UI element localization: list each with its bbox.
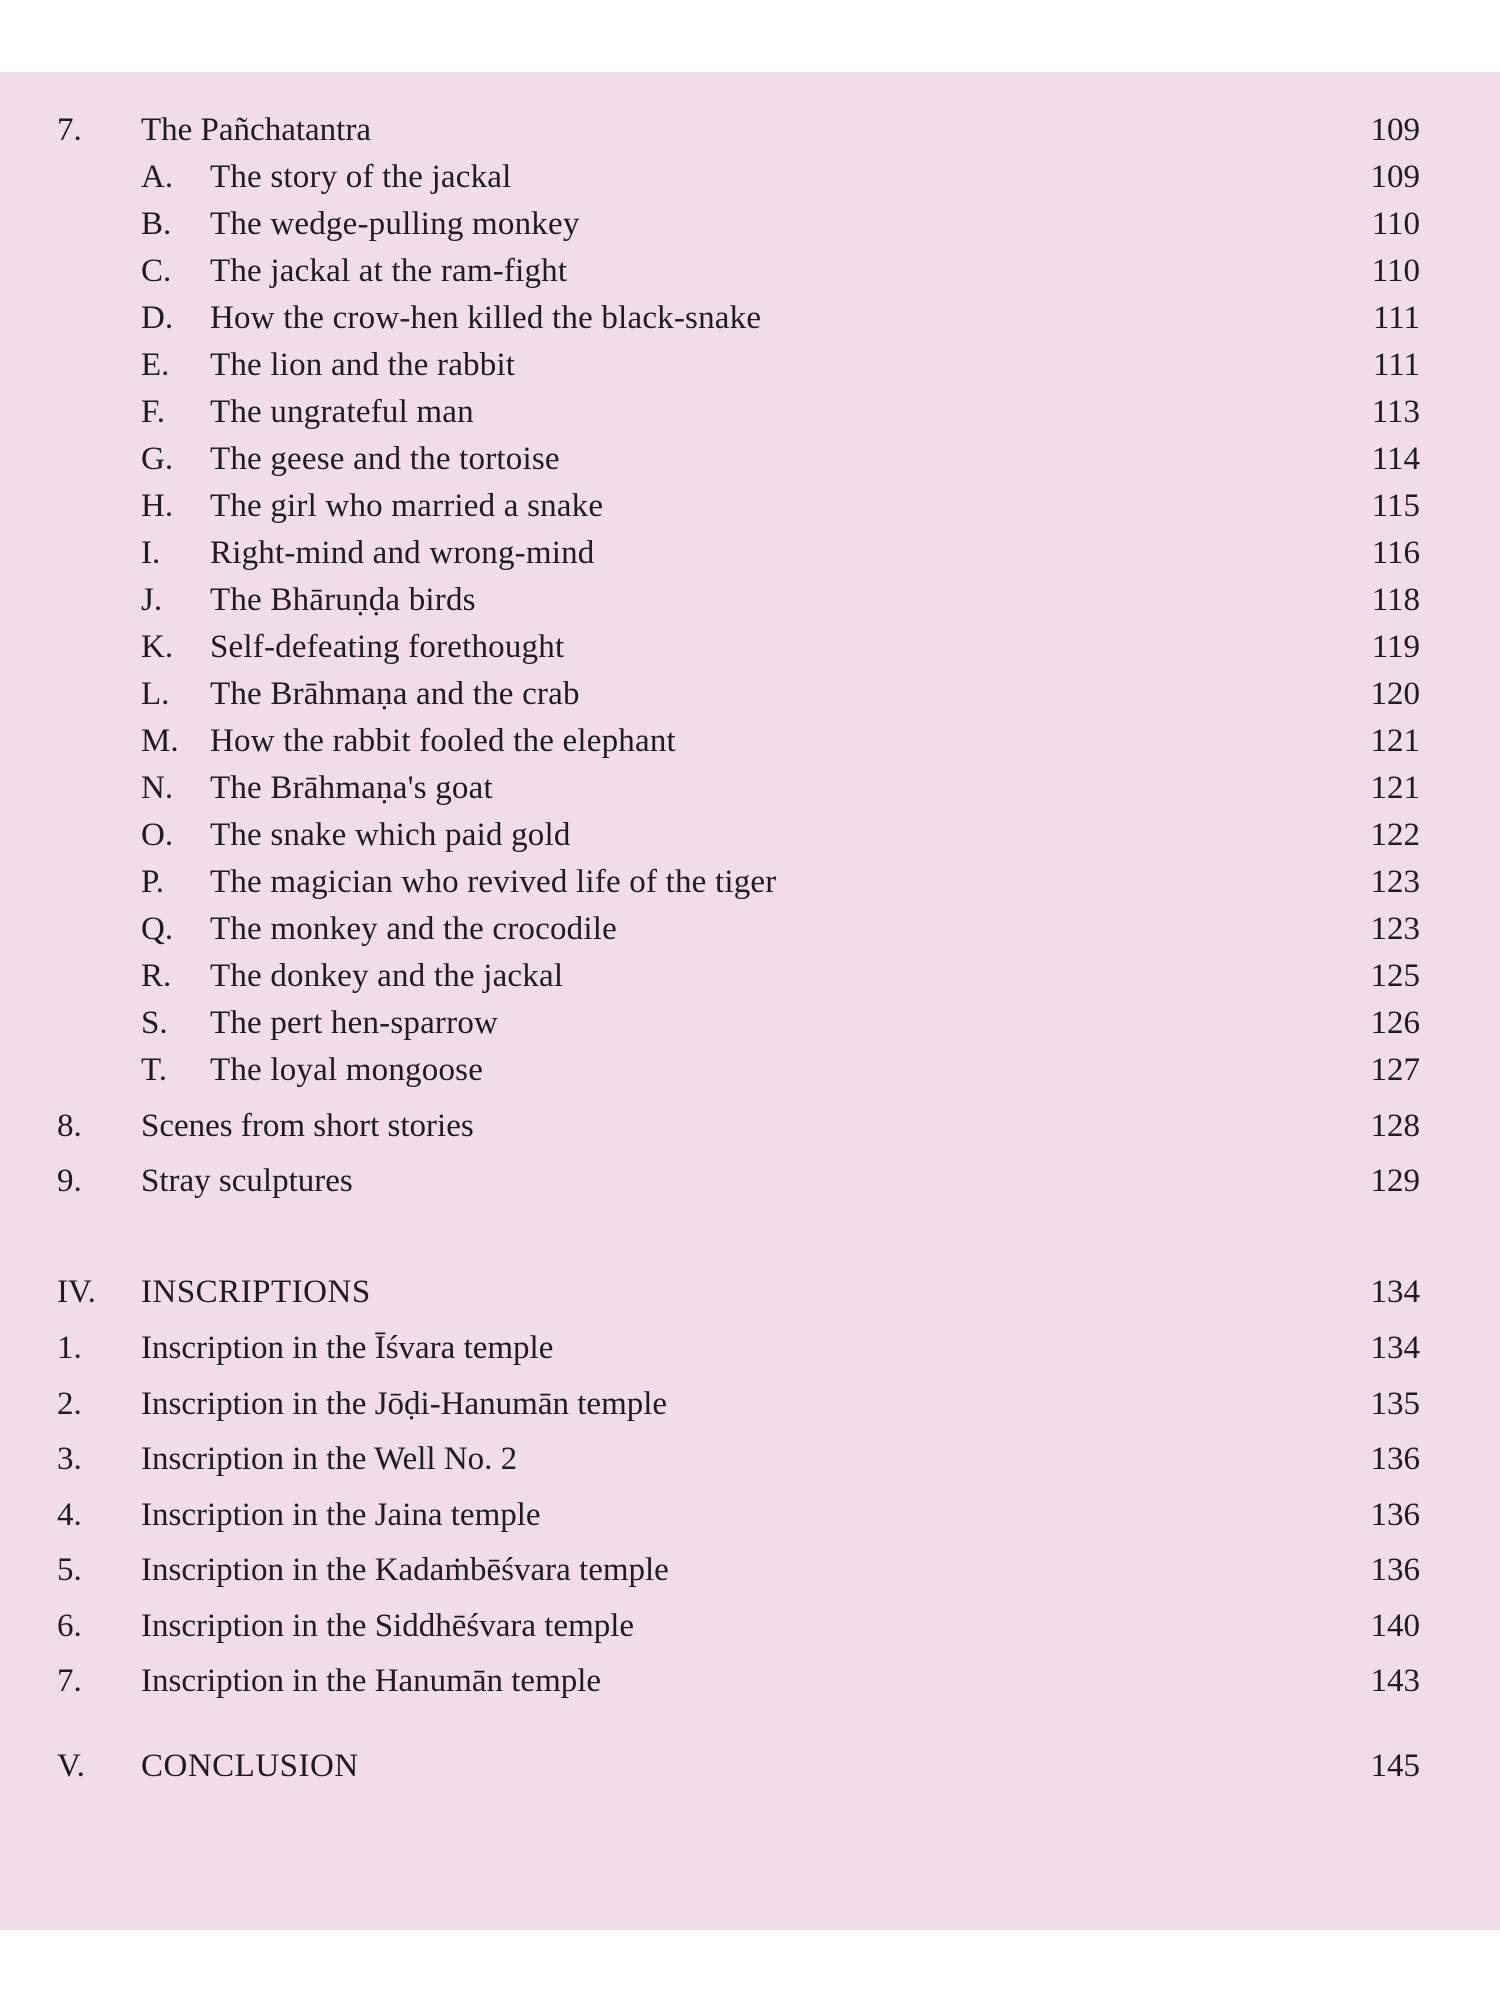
subentry-letter: S.: [141, 1005, 168, 1041]
entry-title: Inscription in the Īśvara temple: [141, 1330, 554, 1366]
subentry-page: 121: [1370, 770, 1420, 806]
entry-page: 135: [1370, 1386, 1420, 1422]
entry-number: 1.: [57, 1330, 82, 1366]
toc-subentry-k[interactable]: [0, 623, 1500, 671]
subentry-page: 125: [1370, 958, 1420, 994]
toc-subentry-c[interactable]: [0, 247, 1500, 295]
toc-subentry-l[interactable]: [0, 670, 1500, 718]
subentry-page: 111: [1372, 347, 1420, 383]
subentry-title: The Bhāruṇḍa birds: [210, 582, 476, 618]
toc-inscription-4[interactable]: [0, 1491, 1500, 1539]
subentry-page: 110: [1371, 253, 1420, 289]
entry-number: 6.: [57, 1608, 82, 1644]
subentry-page: 109: [1370, 159, 1420, 195]
toc-inscription-2[interactable]: [0, 1380, 1500, 1428]
toc-subentry-n[interactable]: [0, 764, 1500, 812]
subentry-title: The wedge-pulling monkey: [210, 206, 580, 242]
toc-subentry-b[interactable]: [0, 200, 1500, 248]
toc-subentry-p[interactable]: [0, 858, 1500, 906]
part-page: 134: [1370, 1274, 1420, 1310]
toc-entry-7[interactable]: [0, 106, 1500, 154]
subentry-title: The pert hen-sparrow: [210, 1005, 499, 1041]
entry-page: 140: [1370, 1608, 1420, 1644]
entry-page: 143: [1370, 1663, 1420, 1699]
subentry-title: How the crow-hen killed the black-snake: [210, 300, 762, 336]
entry-number: 5.: [57, 1552, 82, 1588]
toc-subentry-s[interactable]: [0, 999, 1500, 1047]
part-number: V.: [57, 1748, 85, 1784]
subentry-letter: A.: [141, 159, 174, 195]
toc-inscription-1[interactable]: [0, 1324, 1500, 1372]
toc-entry-8[interactable]: [0, 1102, 1500, 1150]
subentry-page: 122: [1370, 817, 1420, 853]
toc-page: [0, 72, 1500, 1930]
subentry-page: 114: [1371, 441, 1420, 477]
toc-subentry-j[interactable]: [0, 576, 1500, 624]
entry-title: The Pañchatantra: [141, 112, 371, 148]
toc-subentry-d[interactable]: [0, 294, 1500, 342]
subentry-page: 115: [1371, 488, 1420, 524]
subentry-letter: R.: [141, 958, 172, 994]
toc-subentry-f[interactable]: [0, 388, 1500, 436]
entry-number: 9.: [57, 1163, 82, 1199]
entry-title: Inscription in the Siddhēśvara temple: [141, 1608, 635, 1644]
subentry-page: 120: [1370, 676, 1420, 712]
subentry-letter: T.: [141, 1052, 167, 1088]
subentry-letter: C.: [141, 253, 172, 289]
subentry-page: 127: [1370, 1052, 1420, 1088]
entry-page: 129: [1370, 1163, 1420, 1199]
subentry-title: How the rabbit fooled the elephant: [210, 723, 676, 759]
toc-inscription-7[interactable]: [0, 1657, 1500, 1705]
entry-title: Stray sculptures: [141, 1163, 353, 1199]
entry-number: 7.: [57, 1663, 82, 1699]
subentry-page: 119: [1371, 629, 1420, 665]
entry-number: 7.: [57, 112, 82, 148]
subentry-letter: D.: [141, 300, 174, 336]
subentry-page: 123: [1370, 864, 1420, 900]
entry-page: 134: [1370, 1330, 1420, 1366]
entry-title: Inscription in the Kadaṁbēśvara temple: [141, 1552, 669, 1588]
toc-part-iv[interactable]: [0, 1268, 1500, 1316]
entry-title: Inscription in the Hanumān temple: [141, 1663, 602, 1699]
subentry-title: The ungrateful man: [210, 394, 474, 430]
subentry-title: Right-mind and wrong-mind: [210, 535, 595, 571]
toc-subentry-h[interactable]: [0, 482, 1500, 530]
subentry-title: Self-defeating forethought: [210, 629, 565, 665]
toc-subentry-e[interactable]: [0, 341, 1500, 389]
subentry-page: 113: [1371, 394, 1420, 430]
toc-entry-9[interactable]: [0, 1157, 1500, 1205]
subentry-title: The lion and the rabbit: [210, 347, 516, 383]
subentry-title: The geese and the tortoise: [210, 441, 560, 477]
entry-title: Scenes from short stories: [141, 1108, 474, 1144]
subentry-letter: E.: [141, 347, 170, 383]
subentry-title: The girl who married a snake: [210, 488, 604, 524]
part-title: INSCRIPTIONS: [141, 1274, 371, 1310]
entry-number: 8.: [57, 1108, 82, 1144]
subentry-title: The loyal mongoose: [210, 1052, 484, 1088]
toc-inscription-6[interactable]: [0, 1602, 1500, 1650]
subentry-letter: M.: [141, 723, 179, 759]
subentry-title: The donkey and the jackal: [210, 958, 564, 994]
subentry-letter: I.: [141, 535, 161, 571]
subentry-page: 121: [1370, 723, 1420, 759]
subentry-letter: O.: [141, 817, 174, 853]
entry-page: 136: [1370, 1552, 1420, 1588]
subentry-letter: Q.: [141, 911, 174, 947]
subentry-page: 116: [1371, 535, 1420, 571]
entry-page: 136: [1370, 1497, 1420, 1533]
subentry-title: The Brāhmaṇa's goat: [210, 770, 493, 806]
subentry-letter: L.: [141, 676, 170, 712]
part-page: 145: [1370, 1748, 1420, 1784]
subentry-page: 123: [1370, 911, 1420, 947]
entry-title: Inscription in the Well No. 2: [141, 1441, 518, 1477]
subentry-letter: J.: [141, 582, 163, 618]
subentry-title: The monkey and the crocodile: [210, 911, 617, 947]
toc-subentry-m[interactable]: [0, 717, 1500, 765]
entry-title: Inscription in the Jōḍi-Hanumān temple: [141, 1386, 668, 1422]
toc-subentry-i[interactable]: [0, 529, 1500, 577]
subentry-title: The magician who revived life of the tiger: [210, 864, 777, 900]
toc-subentry-o[interactable]: [0, 811, 1500, 859]
toc-inscription-3[interactable]: [0, 1435, 1500, 1483]
subentry-letter: F.: [141, 394, 165, 430]
entry-number: 4.: [57, 1497, 82, 1533]
subentry-page: 126: [1370, 1005, 1420, 1041]
entry-number: 3.: [57, 1441, 82, 1477]
entry-page: 109: [1370, 112, 1420, 148]
toc-part-v[interactable]: [0, 1742, 1500, 1790]
toc-inscription-5[interactable]: [0, 1546, 1500, 1594]
entry-title: Inscription in the Jaina temple: [141, 1497, 541, 1533]
subentry-title: The story of the jackal: [210, 159, 512, 195]
entry-page: 136: [1370, 1441, 1420, 1477]
subentry-page: 111: [1372, 300, 1420, 336]
subentry-letter: H.: [141, 488, 174, 524]
toc-subentry-r[interactable]: [0, 952, 1500, 1000]
subentry-letter: G.: [141, 441, 174, 477]
toc-subentry-a[interactable]: [0, 153, 1500, 201]
part-number: IV.: [57, 1274, 96, 1310]
entry-number: 2.: [57, 1386, 82, 1422]
subentry-letter: P.: [141, 864, 164, 900]
toc-subentry-g[interactable]: [0, 435, 1500, 483]
subentry-letter: B.: [141, 206, 172, 242]
subentry-title: The Brāhmaṇa and the crab: [210, 676, 580, 712]
part-title: CONCLUSION: [141, 1748, 359, 1784]
subentry-letter: K.: [141, 629, 174, 665]
subentry-title: The jackal at the ram-fight: [210, 253, 568, 289]
toc-subentry-q[interactable]: [0, 905, 1500, 953]
subentry-letter: N.: [141, 770, 174, 806]
entry-page: 128: [1370, 1108, 1420, 1144]
subentry-page: 110: [1371, 206, 1420, 242]
subentry-title: The snake which paid gold: [210, 817, 571, 853]
toc-subentry-t[interactable]: [0, 1046, 1500, 1094]
subentry-page: 118: [1371, 582, 1420, 618]
